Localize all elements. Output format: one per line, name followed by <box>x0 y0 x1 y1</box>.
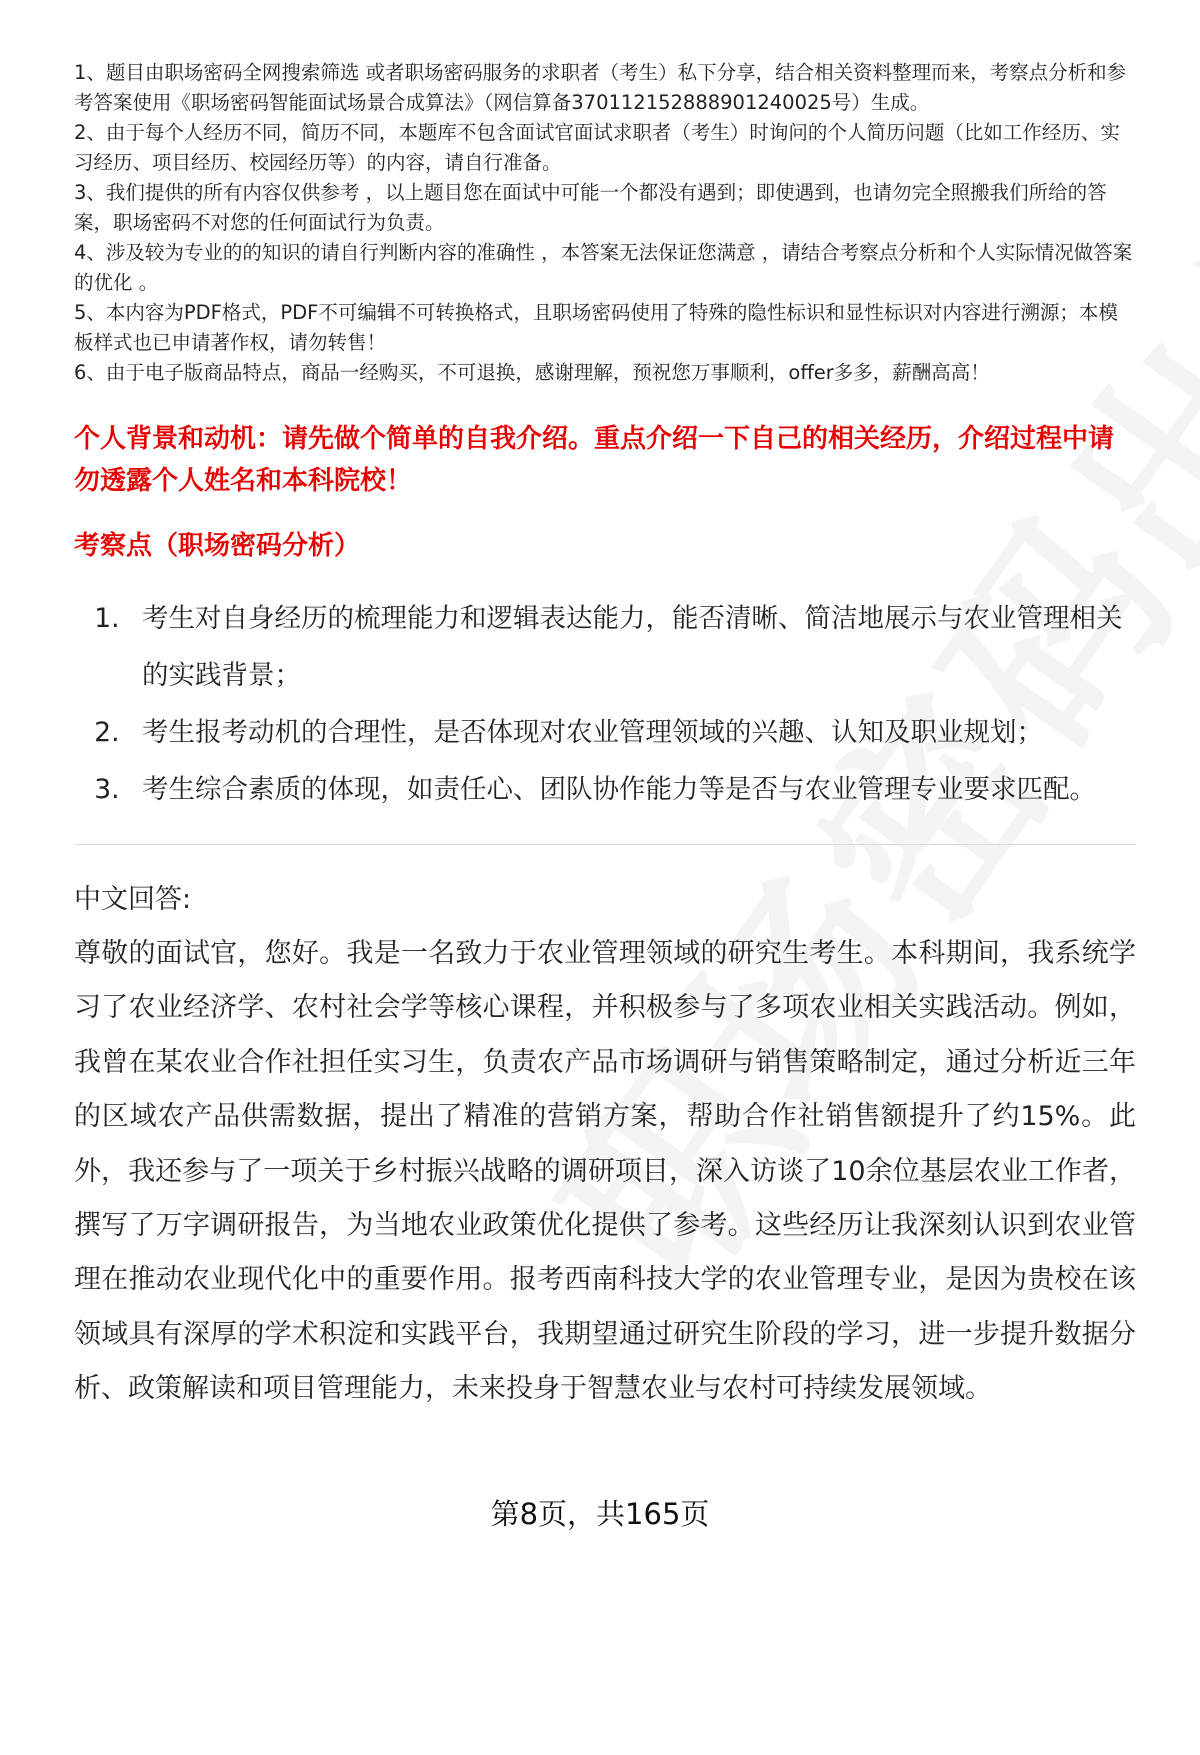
answer-label: 中文回答: <box>74 884 192 915</box>
answer-text: 尊敬的面试官，您好。我是一名致力于农业管理领域的研究生考生。本科期间，我系统学习了农业经济学、农村社会学等核心课程，并积极参与了多项农业相关实践活动。例如，我曾在某农业合作社担任实习生，负责农产品市场调研与销售策略制定，通过分析近三年的区域农产品供需数据，提出了精准的营销方案，帮助合作社销售额提升了约15%。此外，我还参与了一项关于乡村振兴战略的调研项目，深入访谈了10余位基层农业工作者，撰写了万字调研报告，为当地农业政策优化提供了参考。这些经历让我深刻认识到农业管理在推动农业现代化中的重要作用。报考西南科技大学的农业管理专业，是因为贵校在该领域具有深厚的学术积淀和实践平台，我期望通过研究生阶段的学习，进一步提升数据分析、政策解读和项目管理能力，未来投身于智慧农业与农村可持续发展领域。 <box>74 938 1136 1405</box>
note-item: 3、我们提供的所有内容仅供参考 ，以上题目您在面试中可能一个都没有遇到；即使遇到，也请勿完全照搬我们所给的答案，职场密码不对您的任何面试行为负责。 <box>74 181 1107 234</box>
interview-question: 个人背景和动机：请先做个简单的自我介绍。重点介绍一下自己的相关经历，介绍过程中请勿透露个人姓名和本科院校！ <box>74 424 1115 496</box>
disclaimer-notes <box>74 58 1136 388</box>
analysis-point: 3. 考生综合素质的体现，如责任心、团队协作能力等是否与农业管理专业要求匹配。 <box>128 761 1136 818</box>
analysis-point: 2. 考生报考动机的合理性，是否体现对农业管理领域的兴趣、认知及职业规划； <box>128 704 1136 761</box>
note-item: 1、题目由职场密码全网搜索筛选 或者职场密码服务的求职者（考生）私下分享，结合相关资料整理而来，考察点分析和参考答案使用《职场密码智能面试场景合成算法》（网信算备370112152888901240025号）生成。 <box>74 61 1127 114</box>
page-number-footer: 第8页，共165页 <box>490 1497 710 1531</box>
note-item: 4、涉及较为专业的的知识的请自行判断内容的准确性 ，本答案无法保证您满意 ，请结合考察点分析和个人实际情况做答案的优化 。 <box>74 241 1133 294</box>
note-item: 6、由于电子版商品特点，商品一经购买，不可退换，感谢理解，预祝您万事顺利，offer多多，薪酬高高！ <box>74 361 990 384</box>
analysis-heading: 考察点（职场密码分析） <box>74 531 361 561</box>
note-item: 5、本内容为PDF格式，PDF不可编辑不可转换格式，且职场密码使用了特殊的隐性标识和显性标识对内容进行溯源；本模板样式也已申请著作权，请勿转售！ <box>74 301 1118 354</box>
analysis-point: 1. 考生对自身经历的梳理能力和逻辑表达能力，能否清晰、简洁地展示与农业管理相关的实践背景； <box>128 590 1136 704</box>
section-divider <box>74 844 1136 845</box>
analysis-points-list <box>74 590 1136 818</box>
note-item: 2、由于每个人经历不同，简历不同，本题库不包含面试官面试求职者（考生）时询问的个人简历问题（比如工作经历、实习经历、项目经历、校园经历等）的内容，请自行准备。 <box>74 121 1120 174</box>
